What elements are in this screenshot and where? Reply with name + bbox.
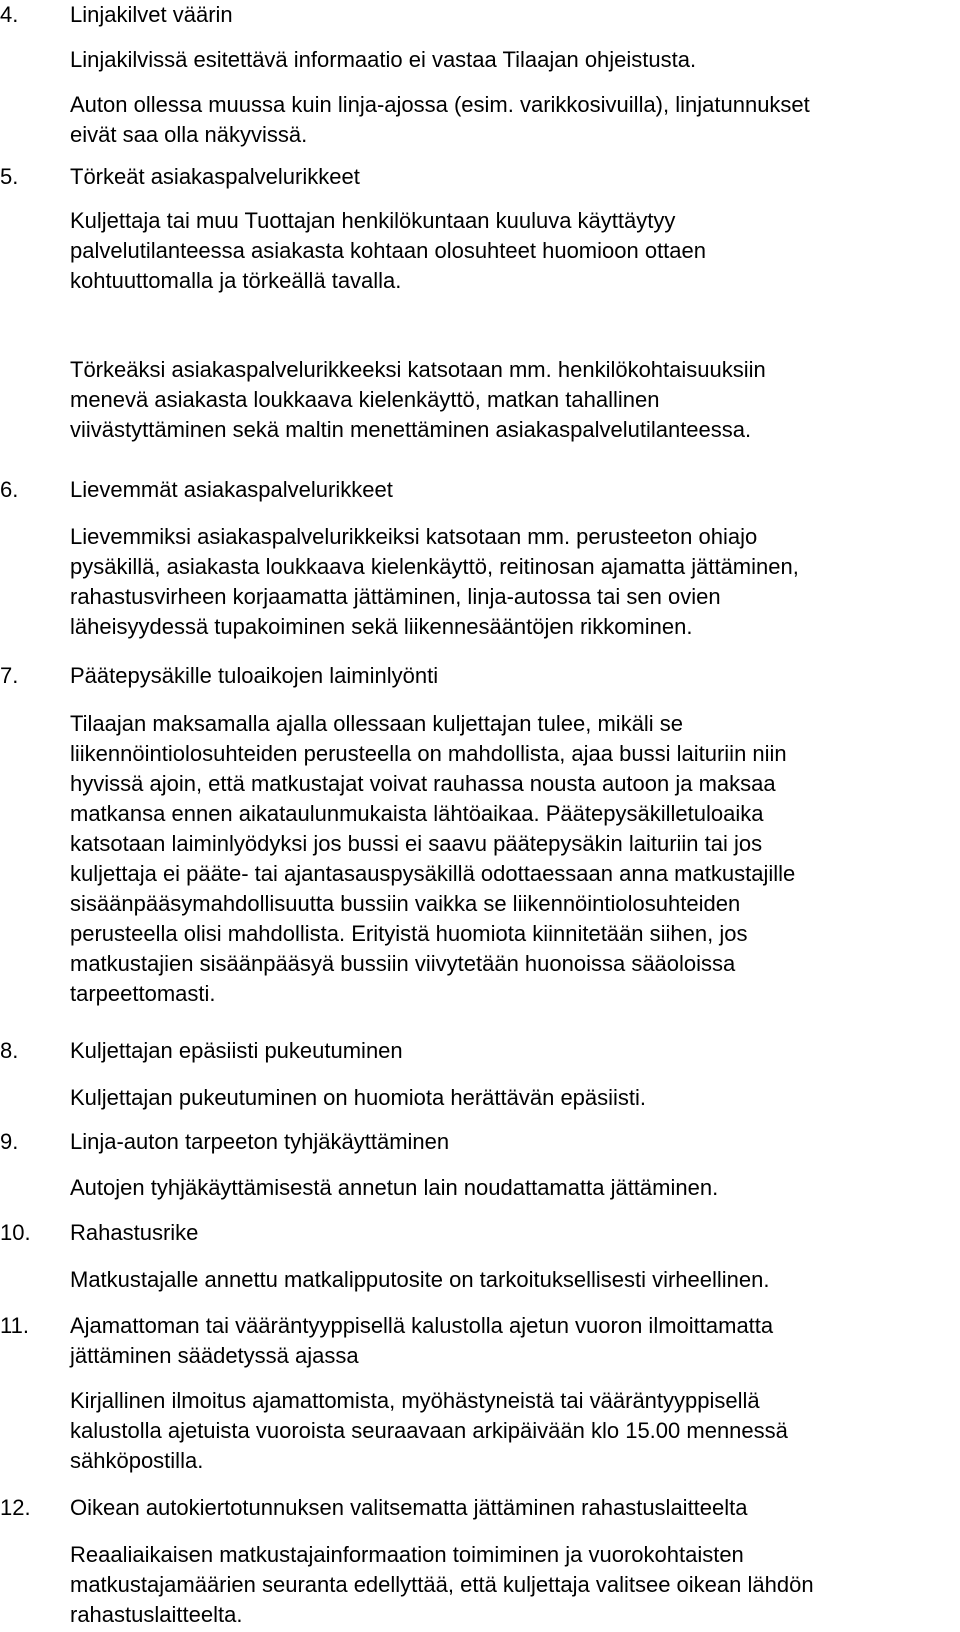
text-line: Auton ollessa muussa kuin linja-ajossa (esim. varikkosivuilla), linjatunnukset bbox=[70, 92, 810, 117]
section-heading: Törkeät asiakaspalvelurikkeet bbox=[70, 164, 360, 189]
text-line: liikennöintiolosuhteiden perusteella on mahdollista, ajaa bussi laituriin niin bbox=[70, 741, 787, 766]
section-heading: Kuljettajan epäsiisti pukeutuminen bbox=[70, 1038, 403, 1063]
paragraph bbox=[70, 1173, 955, 1203]
text-line: rahastuslaitteelta. bbox=[70, 1602, 243, 1627]
paragraph bbox=[70, 355, 955, 445]
section-number: 11. bbox=[0, 1313, 29, 1338]
section-number: 9. bbox=[0, 1129, 19, 1154]
paragraph bbox=[70, 45, 955, 75]
section-number: 7. bbox=[0, 663, 19, 688]
paragraph bbox=[70, 1083, 955, 1113]
section-number: 4. bbox=[0, 2, 19, 27]
text-line: matkustajien sisäänpääsyä bussiin viivytetään huonoissa sääoloissa bbox=[70, 951, 736, 976]
text-line: viivästyttäminen sekä maltin menettäminen asiakaspalvelutilanteessa. bbox=[70, 417, 752, 442]
text-line: katsotaan laiminlyödyksi jos bussi ei saavu päätepysäkin laituriin tai jos bbox=[70, 831, 763, 856]
paragraph bbox=[70, 522, 955, 642]
text-line: Tilaajan maksamalla ajalla ollessaan kuljettajan tulee, mikäli se bbox=[70, 711, 684, 736]
text-line: läheisyydessä tupakoiminen sekä liikennesääntöjen rikkominen. bbox=[70, 614, 693, 639]
section-number: 10. bbox=[0, 1220, 31, 1245]
paragraph bbox=[70, 90, 955, 150]
text-line: Kirjallinen ilmoitus ajamattomista, myöhästyneistä tai vääräntyyppisellä bbox=[70, 1388, 760, 1413]
text-line: rahastusvirheen korjaamatta jättäminen, linja-autossa tai sen ovien bbox=[70, 584, 721, 609]
section-heading: Linjakilvet väärin bbox=[70, 2, 233, 27]
section-heading bbox=[70, 1311, 955, 1371]
heading-line: Ajamattoman tai vääräntyyppisellä kalustolla ajetun vuoron ilmoittamatta bbox=[70, 1313, 774, 1338]
text-line: menevä asiakasta loukkaava kielenkäyttö, matkan tahallinen bbox=[70, 387, 660, 412]
text-line: palvelutilanteessa asiakasta kohtaan olosuhteet huomioon ottaen bbox=[70, 238, 707, 263]
text-line: kohtuuttomalla ja törkeällä tavalla. bbox=[70, 268, 402, 293]
section-heading: Linja-auton tarpeeton tyhjäkäyttäminen bbox=[70, 1129, 450, 1154]
text-line: Törkeäksi asiakaspalvelurikkeeksi katsotaan mm. henkilökohtaisuuksiin bbox=[70, 357, 766, 382]
text-line: Reaaliaikaisen matkustajainformaation toimiminen ja vuorokohtaisten bbox=[70, 1542, 744, 1567]
text-line: Lievemmiksi asiakaspalvelurikkeiksi katsotaan mm. perusteeton ohiajo bbox=[70, 524, 758, 549]
section-heading: Päätepysäkille tuloaikojen laiminlyönti bbox=[70, 663, 439, 688]
text-line: perusteella olisi mahdollista. Erityistä huomiota kiinnitetään siihen, jos bbox=[70, 921, 748, 946]
text-line: sähköpostilla. bbox=[70, 1448, 204, 1473]
text-line: eivät saa olla näkyvissä. bbox=[70, 122, 308, 147]
text-line: hyvissä ajoin, että matkustajat voivat rauhassa nousta autoon ja maksaa bbox=[70, 771, 776, 796]
text-line: kuljettaja ei pääte- tai ajantasauspysäkillä odottaessaan anna matkustajille bbox=[70, 861, 796, 886]
section-number: 8. bbox=[0, 1038, 19, 1063]
heading-line: jättäminen säädetyssä ajassa bbox=[70, 1343, 359, 1368]
section-number: 12. bbox=[0, 1495, 31, 1520]
text-line: matkustajamäärien seuranta edellyttää, että kuljettaja valitsee oikean lähdön bbox=[70, 1572, 814, 1597]
text-line: tarpeettomasti. bbox=[70, 981, 216, 1006]
section-heading: Lievemmät asiakaspalvelurikkeet bbox=[70, 477, 393, 502]
text-line: matkansa ennen aikataulunmukaista lähtöaikaa. Päätepysäkilletuloaika bbox=[70, 801, 764, 826]
text-line: Autojen tyhjäkäyttämisestä annetun lain noudattamatta jättäminen. bbox=[70, 1175, 719, 1200]
paragraph bbox=[70, 1540, 955, 1630]
paragraph bbox=[70, 1265, 955, 1295]
section-heading: Rahastusrike bbox=[70, 1220, 199, 1245]
text-line: Kuljettaja tai muu Tuottajan henkilökuntaan kuuluva käyttäytyy bbox=[70, 208, 676, 233]
paragraph bbox=[70, 709, 955, 1009]
paragraph bbox=[70, 1386, 955, 1476]
text-line: pysäkillä, asiakasta loukkaava kielenkäyttö, reitinosan ajamatta jättäminen, bbox=[70, 554, 799, 579]
section-number: 6. bbox=[0, 477, 19, 502]
section-number: 5. bbox=[0, 164, 19, 189]
text-line: sisäänpääsymahdollisuutta bussiin vaikka se liikennöintiolosuhteiden bbox=[70, 891, 741, 916]
text-line: kalustolla ajetuista vuoroista seuraavaan arkipäivään klo 15.00 mennessä bbox=[70, 1418, 788, 1443]
text-line: Kuljettajan pukeutuminen on huomiota herättävän epäsiisti. bbox=[70, 1085, 647, 1110]
text-line: Linjakilvissä esitettävä informaatio ei vastaa Tilaajan ohjeistusta. bbox=[70, 47, 697, 72]
section-heading: Oikean autokiertotunnuksen valitsematta jättäminen rahastuslaitteelta bbox=[70, 1495, 748, 1520]
text-line: Matkustajalle annettu matkalipputosite on tarkoituksellisesti virheellinen. bbox=[70, 1267, 770, 1292]
paragraph bbox=[70, 206, 955, 296]
